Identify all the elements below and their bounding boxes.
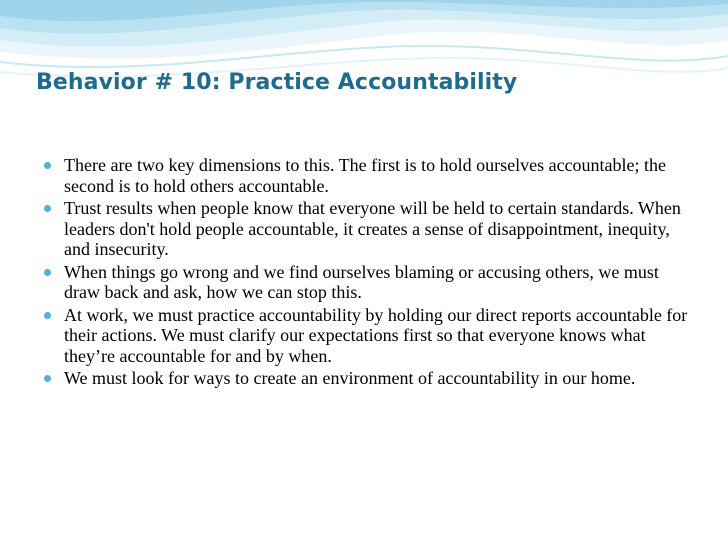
bullet-text: When things go wrong and we find ourselves blaming or accusing others, we must draw back and ask, how we can stop this. — [64, 261, 659, 302]
bullet-dot-icon — [44, 312, 51, 319]
bullet-item — [44, 198, 694, 260]
bullet-item — [44, 155, 694, 196]
bullet-text: There are two key dimensions to this. The first is to hold ourselves accountable; the second is to hold others accountable. — [64, 155, 667, 196]
bullet-text: At work, we must practice accountability by holding our direct reports accountable for their actions. We must clarify our expectations first so that everyone knows what they’re accountable for and by when. — [64, 304, 688, 366]
bullet-list — [44, 155, 694, 391]
bullet-dot-icon — [44, 205, 51, 212]
slide-title: Behavior # 10: Practice Accountability — [36, 70, 518, 95]
bullet-item — [44, 305, 694, 367]
bullet-text: Trust results when people know that everyone will be held to certain standards. When leaders don't hold people accountable, it creates a sense of disappointment, inequity, and insecurity. — [64, 198, 681, 259]
bullet-dot-icon — [44, 375, 51, 382]
bullet-item — [44, 368, 694, 389]
bullet-item — [44, 262, 694, 303]
bullet-text: We must look for ways to create an environment of accountability in our home. — [64, 368, 636, 388]
bullet-dot-icon — [44, 269, 51, 276]
bullet-dot-icon — [44, 162, 51, 169]
